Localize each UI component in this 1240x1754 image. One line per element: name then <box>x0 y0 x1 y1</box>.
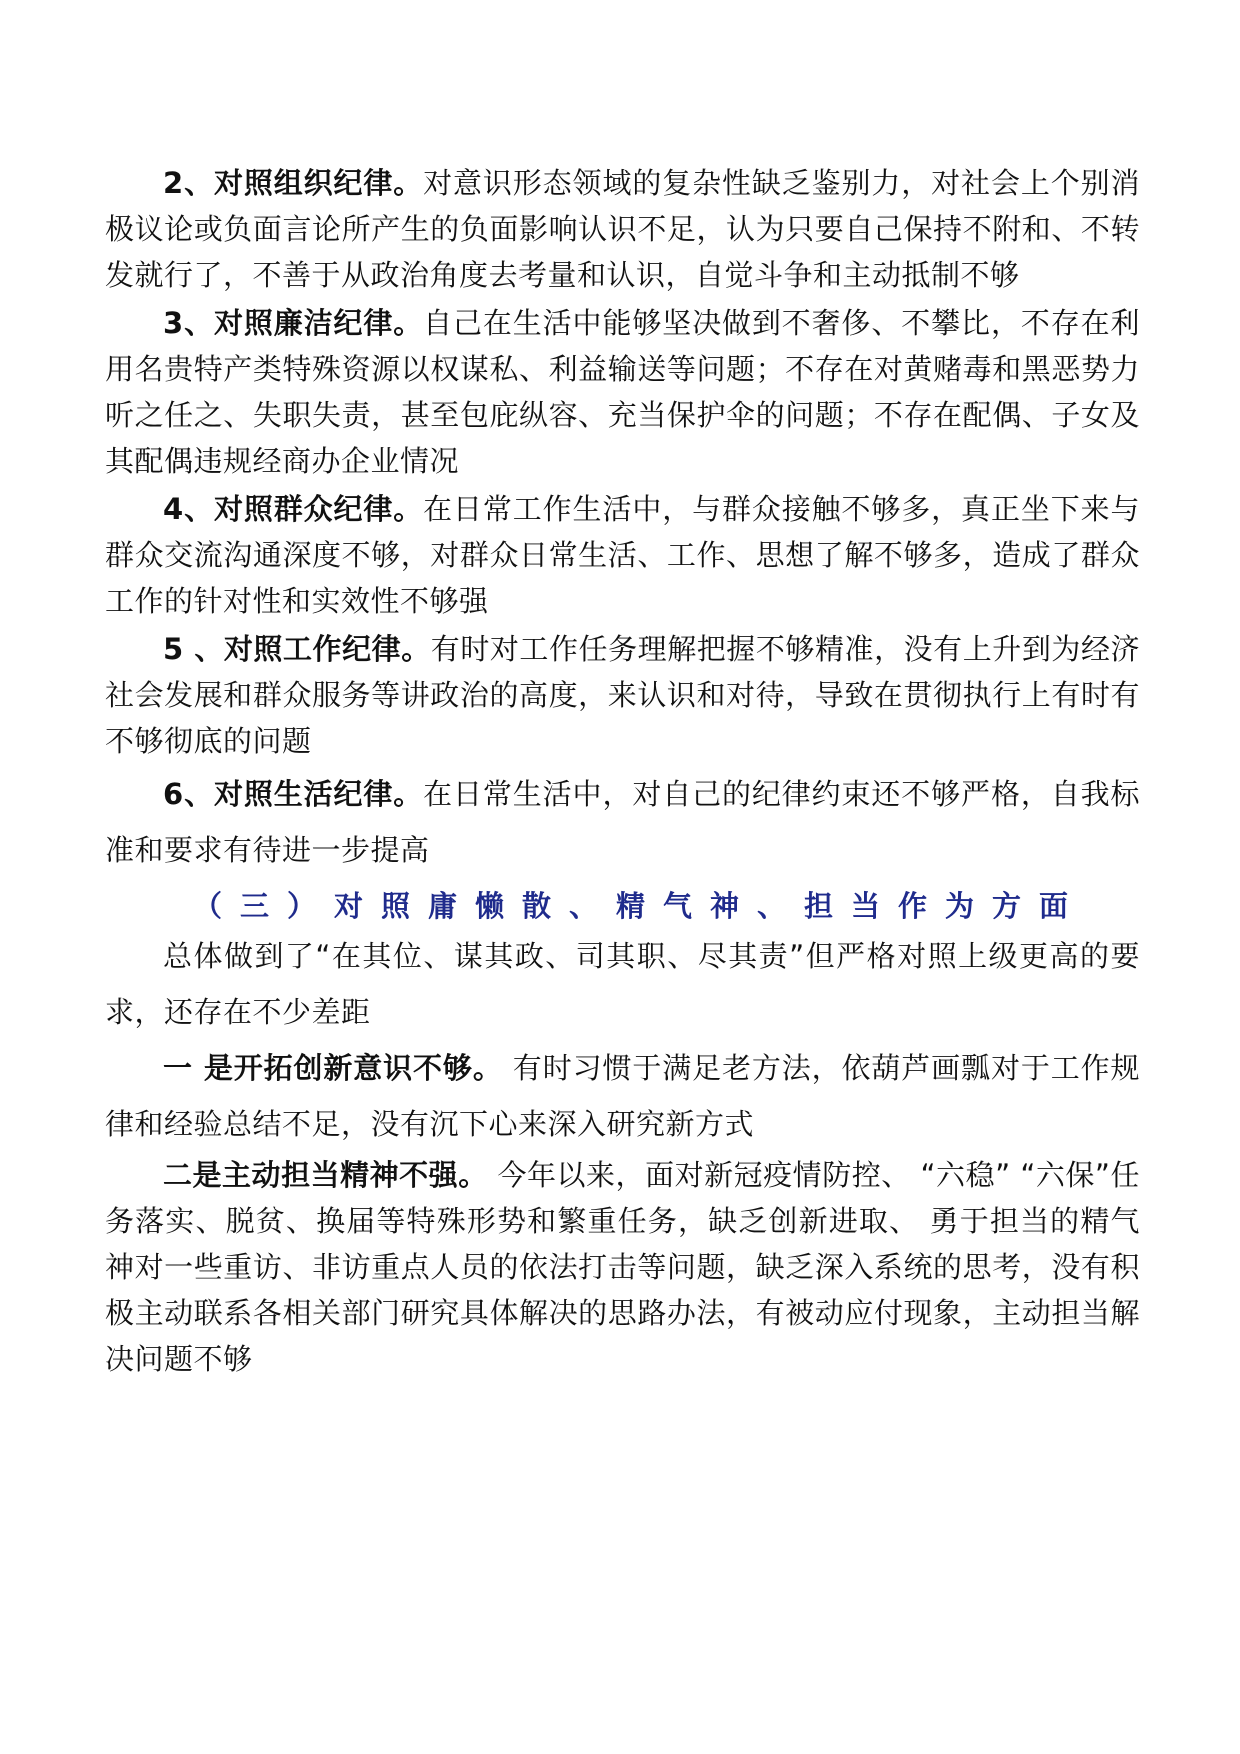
item-mass-discipline <box>105 486 1140 624</box>
item-body: 对意识形态领域的复杂性缺乏鉴别力，对社会上个别消极议论或负面言论所产生的负面影响认识不足，认为只要自己保持不附和、不转发就行了，不善于从政治角度去考量和认识，自觉斗争和主动抵制不够 <box>105 166 1140 292</box>
item-work-discipline <box>105 626 1140 764</box>
item-body: 有时对工作任务理解把握不够精准，没有上升到为经济社会发展和群众服务等讲政治的高度，来认识和对待，导致在贯彻执行上有时有不够彻底的问题 <box>105 632 1140 758</box>
item-organization-discipline <box>105 160 1140 298</box>
summary-paragraph: 总体做到了“在其位、谋其政、司其职、尽其责”但严格对照上级更高的要求，还存在不少差距 <box>105 939 1140 1029</box>
point-lead: 一 是开拓创新意识不够。 <box>163 1051 503 1085</box>
item-lead: 2、对照组织纪律。 <box>163 166 424 200</box>
item-body: 在日常生活中，对自己的纪律约束还不够严格，自我标准和要求有待进一步提高 <box>105 777 1140 867</box>
point-body: 有时习惯于满足老方法，依葫芦画瓢对于工作规律和经验总结不足，没有沉下心来深入研究新方式 <box>105 1051 1140 1141</box>
item-lead: 3、对照廉洁纪律。 <box>163 306 424 340</box>
item-lead: 6、对照生活纪律。 <box>163 777 424 811</box>
point-responsibility <box>105 1152 1140 1382</box>
item-integrity-discipline <box>105 300 1140 484</box>
item-body: 自己在生活中能够坚决做到不奢侈、不攀比，不存在利用名贵特产类特殊资源以权谋私、利益输送等问题；不存在对黄赌毒和黑恶势力听之任之、失职失责，甚至包庇纵容、充当保护伞的问题；不存在配偶、子女及其配偶违规经商办企业情况 <box>105 306 1140 478</box>
point-body: 今年以来，面对新冠疫情防控、 “六稳” “六保”任务落实、脱贫、换届等特殊形势和繁重任务，缺乏创新进取、 勇于担当的精气神对一些重访、非访重点人员的依法打击等问题，缺乏深入系统的思考，没有积极主动联系各相关部门研究具体解决的思路办法，有被动应付现象，主动担当解决问题不够 <box>105 1158 1140 1376</box>
point-innovation <box>105 1040 1140 1152</box>
item-lead: 5 、对照工作纪律。 <box>163 632 431 666</box>
item-life-discipline <box>105 766 1140 878</box>
item-body: 在日常工作生活中，与群众接触不够多，真正坐下来与群众交流沟通深度不够，对群众日常生活、工作、思想了解不够多，造成了群众工作的针对性和实效性不够强 <box>105 492 1140 618</box>
item-lead: 4、对照群众纪律。 <box>163 492 424 526</box>
point-lead: 二是主动担当精神不强。 <box>163 1158 488 1192</box>
section-heading: （三）对照庸懒散、精气神、担当作为方面 <box>193 889 1087 923</box>
